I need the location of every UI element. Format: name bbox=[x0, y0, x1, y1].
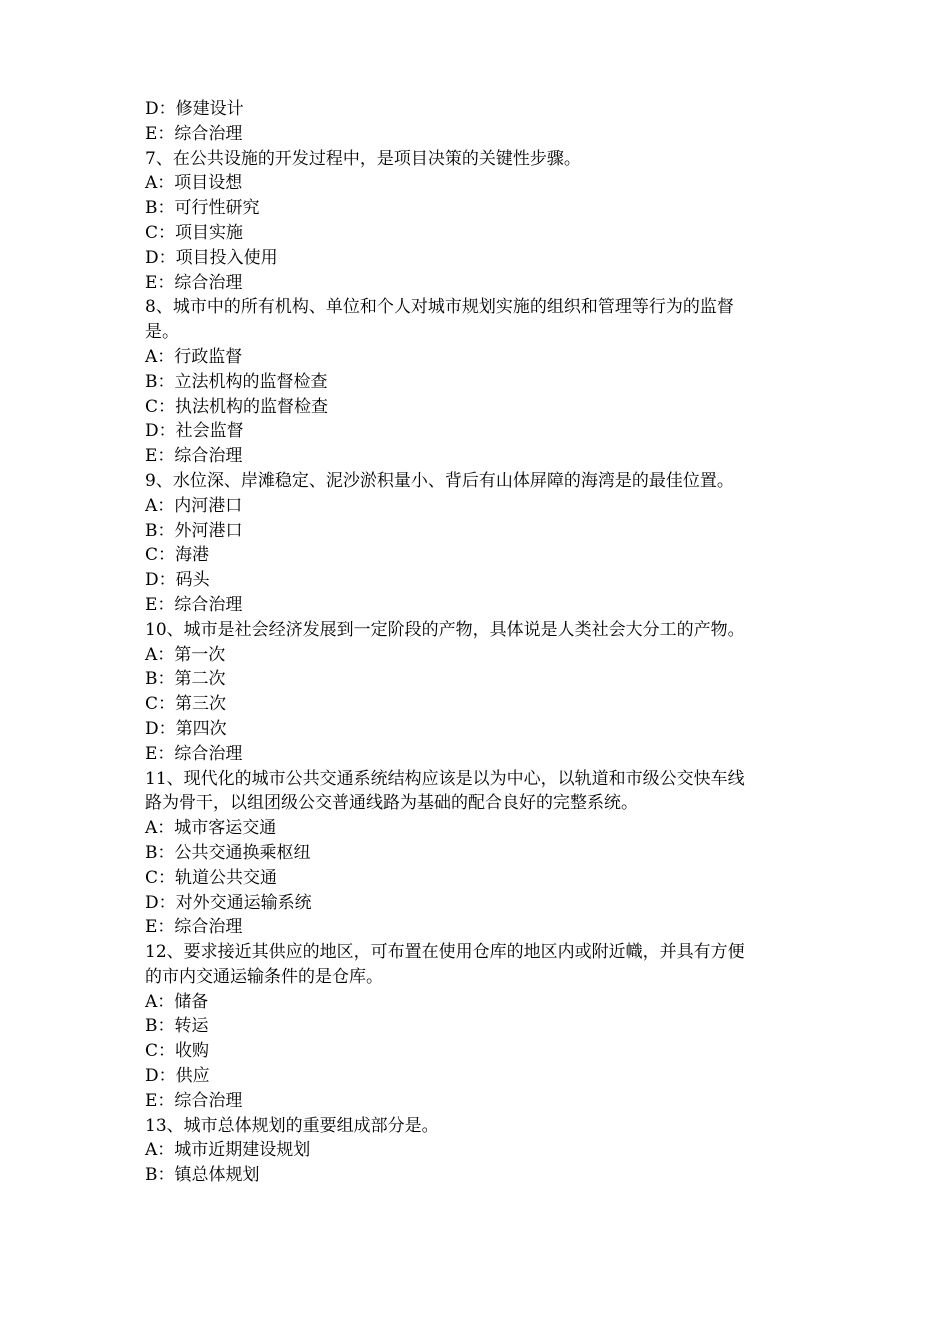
question-line: 11、现代化的城市公共交通系统结构应该是以为中心，以轨道和市级公交快车线 bbox=[145, 768, 745, 789]
option-line: E：综合治理 bbox=[145, 272, 243, 293]
option-line: A：项目设想 bbox=[145, 173, 243, 194]
option-line: D：社会监督 bbox=[145, 421, 244, 442]
option-line: E：综合治理 bbox=[145, 917, 243, 938]
option-line: A：第一次 bbox=[145, 644, 226, 665]
option-line: A：行政监督 bbox=[145, 346, 243, 367]
question-line-continued: 路为骨干，以组团级公交普通线路为基础的配合良好的完整系统。 bbox=[145, 793, 638, 814]
question-line: 7、在公共设施的开发过程中，是项目决策的关键性步骤。 bbox=[145, 148, 581, 169]
option-line: B：立法机构的监督检查 bbox=[145, 371, 328, 392]
option-line: A：城市客运交通 bbox=[145, 818, 277, 839]
question-line: 9、水位深、岸滩稳定、泥沙淤积量小、背后有山体屏障的海湾是的最佳位置。 bbox=[145, 470, 734, 491]
question-line: 10、城市是社会经济发展到一定阶段的产物，具体说是人类社会大分工的产物。 bbox=[145, 619, 745, 640]
option-line: D：供应 bbox=[145, 1066, 210, 1087]
option-line: E：综合治理 bbox=[145, 743, 243, 764]
option-line: C：执法机构的监督检查 bbox=[145, 396, 329, 417]
option-line: D：对外交通运输系统 bbox=[145, 892, 312, 913]
option-line: E：综合治理 bbox=[145, 123, 243, 144]
option-line: E：综合治理 bbox=[145, 1090, 243, 1111]
option-line: A：储备 bbox=[145, 991, 209, 1012]
option-line: B：镇总体规划 bbox=[145, 1165, 260, 1186]
option-line: B：可行性研究 bbox=[145, 198, 260, 219]
option-line: D：码头 bbox=[145, 570, 210, 591]
option-line: A：城市近期建设规划 bbox=[145, 1140, 311, 1161]
option-line: C：轨道公共交通 bbox=[145, 867, 278, 888]
option-line: C：海港 bbox=[145, 545, 210, 566]
option-line: B：外河港口 bbox=[145, 520, 243, 541]
option-line: D：第四次 bbox=[145, 718, 227, 739]
option-line: B：转运 bbox=[145, 1016, 209, 1037]
option-line: C：项目实施 bbox=[145, 222, 244, 243]
option-line: C：收购 bbox=[145, 1041, 210, 1062]
option-line: B：第二次 bbox=[145, 669, 226, 690]
option-line: A：内河港口 bbox=[145, 495, 243, 516]
option-line: D：项目投入使用 bbox=[145, 247, 278, 268]
question-line: 13、城市总体规划的重要组成部分是。 bbox=[145, 1115, 439, 1136]
option-line: C：第三次 bbox=[145, 694, 227, 715]
option-line: D：修建设计 bbox=[145, 99, 244, 119]
question-line: 12、要求接近其供应的地区，可布置在使用仓库的地区内或附近幟，并具有方便 bbox=[145, 942, 745, 963]
document-page bbox=[145, 97, 810, 1188]
option-line: B：公共交通换乘枢纽 bbox=[145, 842, 311, 863]
question-line: 8、城市中的所有机构、单位和个人对城市规划实施的组织和管理等行为的监督 bbox=[145, 297, 734, 318]
option-line: E：综合治理 bbox=[145, 594, 243, 615]
question-line-continued: 的市内交通运输条件的是仓库。 bbox=[145, 966, 383, 987]
question-line-continued: 是。 bbox=[145, 322, 179, 343]
option-line: E：综合治理 bbox=[145, 446, 243, 467]
